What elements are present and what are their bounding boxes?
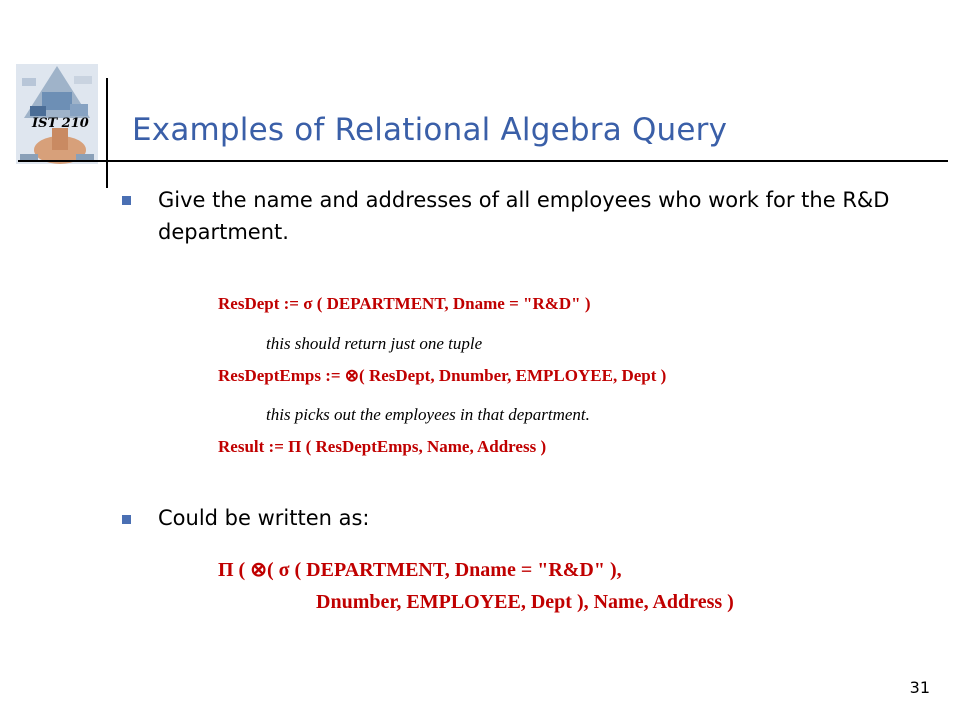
combined-expression-line2: Dnumber, EMPLOYEE, Dept ), Name, Address ) [316,591,734,613]
select-note: this should return just one tuple [266,334,483,353]
join-note: this picks out the employees in that department. [266,405,590,424]
bullet-marker [122,196,131,205]
header-horizontal-rule [18,160,948,162]
slide-title: Examples of Relational Algebra Query [132,112,728,148]
join-expression: ResDeptEmps := ⊗( ResDept, Dnumber, EMPLOYEE, Dept ) [218,366,667,385]
combined-expression-line1: Π ( ⊗( σ ( DEPARTMENT, Dname = "R&D" ), [218,559,622,581]
select-expression: ResDept := σ ( DEPARTMENT, Dname = "R&D" ) [218,294,591,313]
bullet-text-question: Give the name and addresses of all employees who work for the R&D department. [158,188,890,244]
bullet-marker [122,515,131,524]
project-expression: Result := Π ( ResDeptEmps, Name, Address ) [218,437,547,456]
page-number: 31 [909,678,930,697]
bullet-text-combined: Could be written as: [158,506,370,530]
logo-caption: IST 210 [32,116,89,131]
header-vertical-rule [106,78,108,188]
